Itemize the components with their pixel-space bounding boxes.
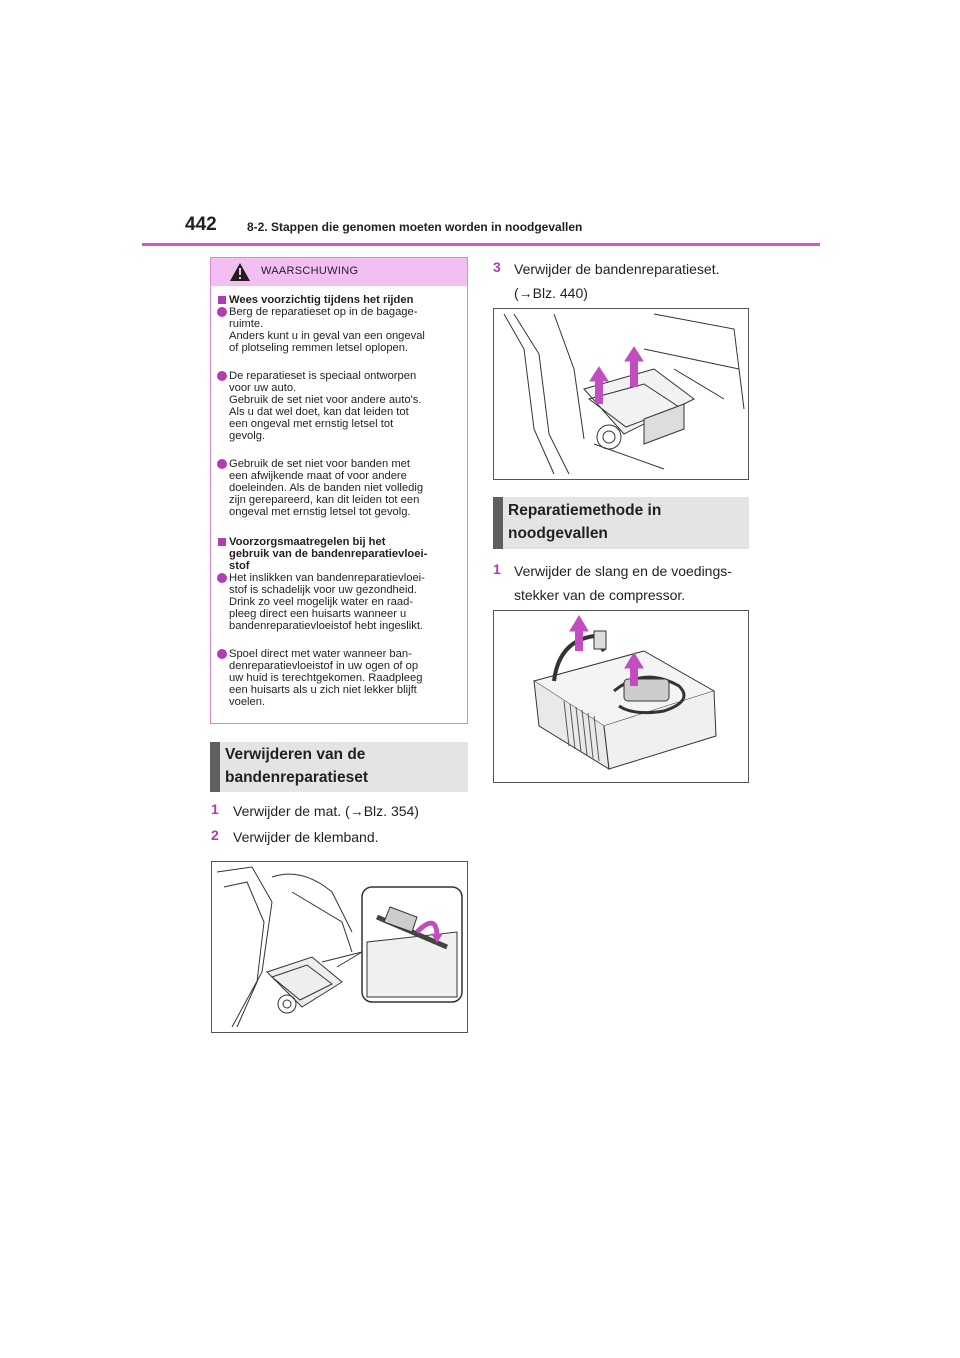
warning-text: stof is schadelijk voor uw gezondheid.: [229, 584, 417, 596]
step-text: (→Blz. 440): [514, 285, 588, 301]
warning-text: Het inslikken van bandenreparatievloei-: [229, 572, 425, 584]
repair-kit-removal-illustration: [493, 308, 749, 480]
warning-text: Berg de reparatieset op in de bagage-: [229, 306, 418, 318]
emergency-title-line: Reparatiemethode in: [508, 502, 662, 519]
trunk-strap-illustration: [211, 861, 468, 1033]
bullet-dot-icon: [217, 573, 227, 583]
step-text: stekker van de compressor.: [514, 587, 686, 603]
step-text: Verwijder de mat. (→Blz. 354): [233, 803, 419, 819]
emergency-section-heading: [493, 497, 749, 549]
warning-text: ongeval met ernstig letsel tot gevolg.: [229, 506, 411, 518]
warning-text: zijn gerepareerd, kan dit leiden tot een: [229, 494, 420, 506]
warning-text: doeleinden. Als de banden niet volledig: [229, 482, 424, 494]
warning-text: Gebruik de set niet voor andere auto's.: [229, 394, 422, 406]
bullet-dot-icon: [217, 459, 227, 469]
step-number: 2: [211, 827, 219, 843]
emergency-title-line: noodgevallen: [508, 525, 608, 542]
step-number: 1: [493, 561, 501, 577]
heading-bar: [493, 497, 503, 549]
warning-text: een ongeval met ernstig letsel tot: [229, 418, 394, 430]
warning-text: ruimte.: [229, 318, 264, 330]
section-square-icon: [218, 538, 226, 546]
warning-text: bandenreparatievloeistof hebt ingeslikt.: [229, 620, 424, 632]
warning-heading-precautions: stof: [229, 560, 250, 572]
warning-text: Anders kunt u in geval van een ongeval: [229, 330, 425, 342]
warning-title: WAARSCHUWING: [261, 265, 359, 277]
removal-title-line: bandenreparatieset: [225, 769, 368, 786]
warning-heading-precautions: gebruik van de bandenreparatievloei-: [229, 548, 428, 560]
warning-text: een afwijkende maat of voor andere: [229, 470, 407, 482]
step-text: Verwijder de bandenreparatieset.: [514, 261, 720, 277]
warning-text: Spoel direct met water wanneer ban-: [229, 648, 412, 660]
warning-text: of plotseling remmen letsel oplopen.: [229, 342, 409, 354]
warning-text: pleeg direct een huisarts wanneer u: [229, 608, 407, 620]
bullet-dot-icon: [217, 371, 227, 381]
warning-heading-driving: Wees voorzichtig tijdens het rijden: [229, 294, 414, 306]
section-title: 8-2. Stappen die genomen moeten worden in noodgevallen: [247, 220, 583, 234]
section-square-icon: [218, 296, 226, 304]
warning-triangle-icon: [229, 262, 251, 282]
warning-text: Gebruik de set niet voor banden met: [229, 458, 410, 470]
removal-section-heading: [210, 742, 468, 792]
warning-header: [211, 258, 467, 286]
step-text: Verwijder de slang en de voedings-: [514, 563, 732, 579]
removal-title-line: Verwijderen van de: [225, 746, 366, 763]
warning-text: Drink zo veel mogelijk water en raad-: [229, 596, 414, 608]
warning-text: Als u dat wel doet, kan dat leiden tot: [229, 406, 409, 418]
warning-text: voor uw auto.: [229, 382, 297, 394]
warning-box: [210, 257, 468, 724]
bullet-dot-icon: [217, 649, 227, 659]
warning-text: gevolg.: [229, 430, 266, 442]
warning-text: uw huid is terechtgekomen. Raadpleeg: [229, 672, 423, 684]
step-number: 3: [493, 259, 501, 275]
warning-text: voelen.: [229, 696, 266, 708]
step-text: Verwijder de klemband.: [233, 829, 379, 845]
page-number: 442: [185, 214, 217, 235]
compressor-hose-illustration: [493, 610, 749, 783]
warning-text: een huisarts als u zich niet lekker blijft: [229, 684, 417, 696]
warning-text: denreparatievloeistof in uw ogen of op: [229, 660, 419, 672]
warning-heading-precautions: Voorzorgsmaatregelen bij het: [229, 536, 386, 548]
header-rule: [142, 243, 820, 246]
bullet-dot-icon: [217, 307, 227, 317]
heading-bar: [210, 742, 220, 792]
warning-text: De reparatieset is speciaal ontworpen: [229, 370, 417, 382]
step-number: 1: [211, 801, 219, 817]
